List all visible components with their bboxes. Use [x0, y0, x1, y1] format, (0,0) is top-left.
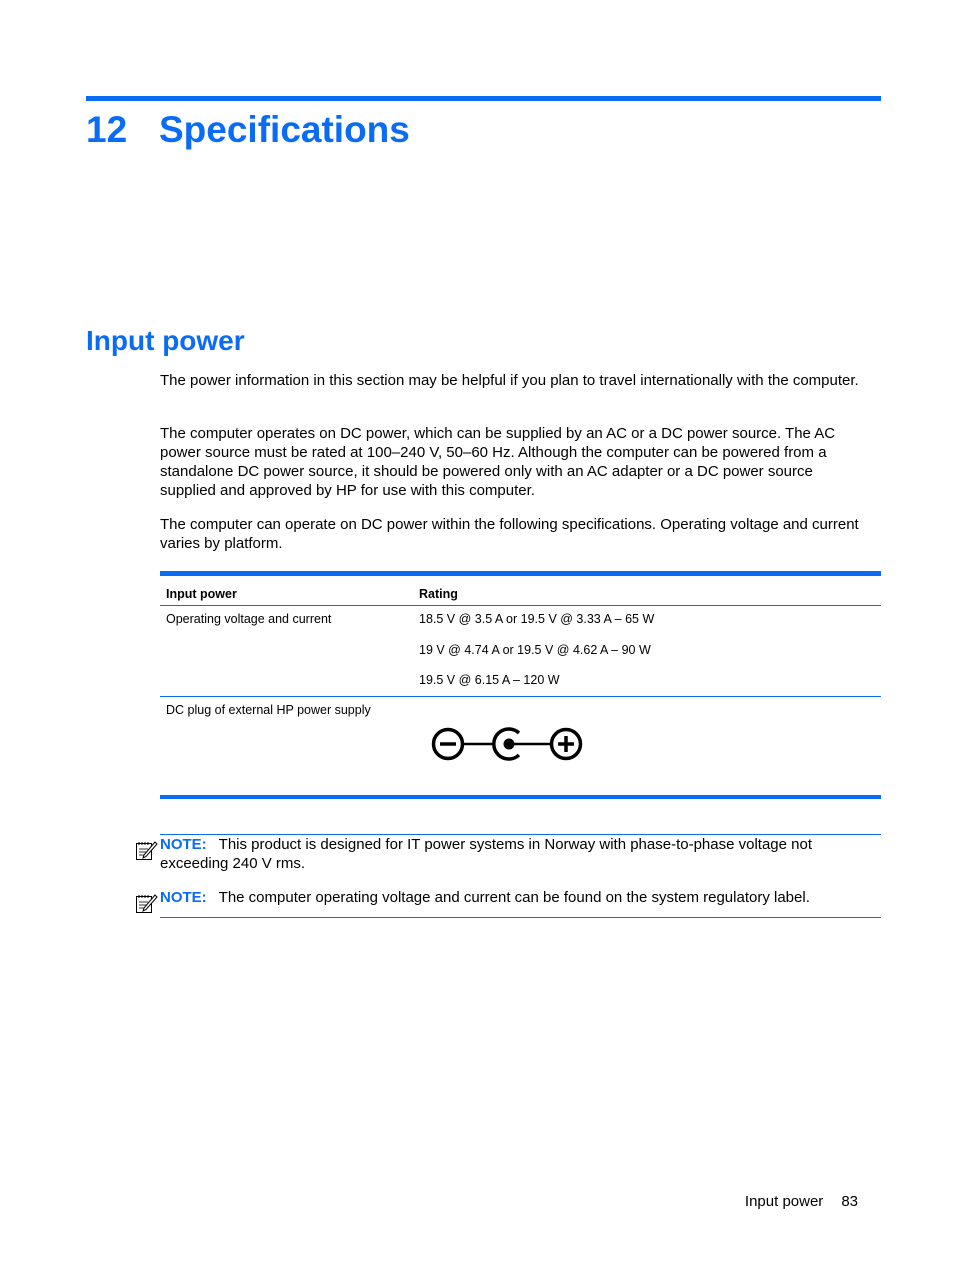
- page-footer: [745, 1192, 858, 1211]
- rating-list: [419, 612, 654, 704]
- chapter-title: [86, 106, 410, 154]
- note-regulatory-label: [160, 888, 878, 907]
- note-icon: [134, 838, 158, 862]
- note-icon: [134, 891, 158, 915]
- note-norway: [160, 835, 878, 873]
- paragraph-dc-power: The computer operates on DC power, which can be supplied by an AC or a DC power source. The AC power source must be rated at 100–240 V, 50–60 Hz. Although the computer can be powered from a standalone DC power source, it should be powered only with an AC adapter or a DC power source supplied and approved by HP for use with this computer.: [160, 425, 836, 499]
- table-row: [160, 697, 881, 795]
- paragraph-specifications: The computer can operate on DC power within the following specifications. Operating voltage and current varies by platform.: [160, 516, 859, 552]
- table-bottom-rule: [160, 795, 881, 799]
- input-power-table: [160, 571, 881, 799]
- note-label: NOTE:: [160, 889, 207, 906]
- footer-section-name: Input power: [744, 1193, 824, 1210]
- row-label-voltage: Operating voltage and current: [166, 612, 332, 626]
- table-header-input-power: Input power: [166, 587, 237, 601]
- table-header-row: [160, 576, 881, 606]
- chapter-rule: [86, 96, 881, 101]
- table-header-rating: Rating: [419, 587, 458, 601]
- paragraph-intro: The power information in this section may be helpful if you plan to travel internationally with the computer.: [160, 372, 859, 389]
- note-label: NOTE:: [160, 836, 207, 853]
- note-text: This product is designed for IT power systems in Norway with phase-to-phase voltage not exceeding 240 V rms.: [160, 836, 813, 872]
- section-title: Input power: [86, 325, 245, 356]
- page-number: 83: [841, 1193, 858, 1210]
- table-row: [160, 606, 881, 697]
- note-text: The computer operating voltage and current can be found on the system regulatory label.: [218, 889, 810, 906]
- dc-plug-polarity-icon: [430, 726, 584, 762]
- rating-120w: 19.5 V @ 6.15 A – 120 W: [419, 673, 560, 687]
- rating-65w: 18.5 V @ 3.5 A or 19.5 V @ 3.33 A – 65 W: [419, 612, 655, 626]
- row-label-dc-plug: DC plug of external HP power supply: [166, 703, 371, 717]
- notes-bottom-rule: [160, 917, 881, 918]
- rating-90w: 19 V @ 4.74 A or 19.5 V @ 4.62 A – 90 W: [419, 642, 651, 657]
- chapter-title-text: Specifications: [159, 109, 410, 150]
- chapter-number: 12: [86, 109, 128, 150]
